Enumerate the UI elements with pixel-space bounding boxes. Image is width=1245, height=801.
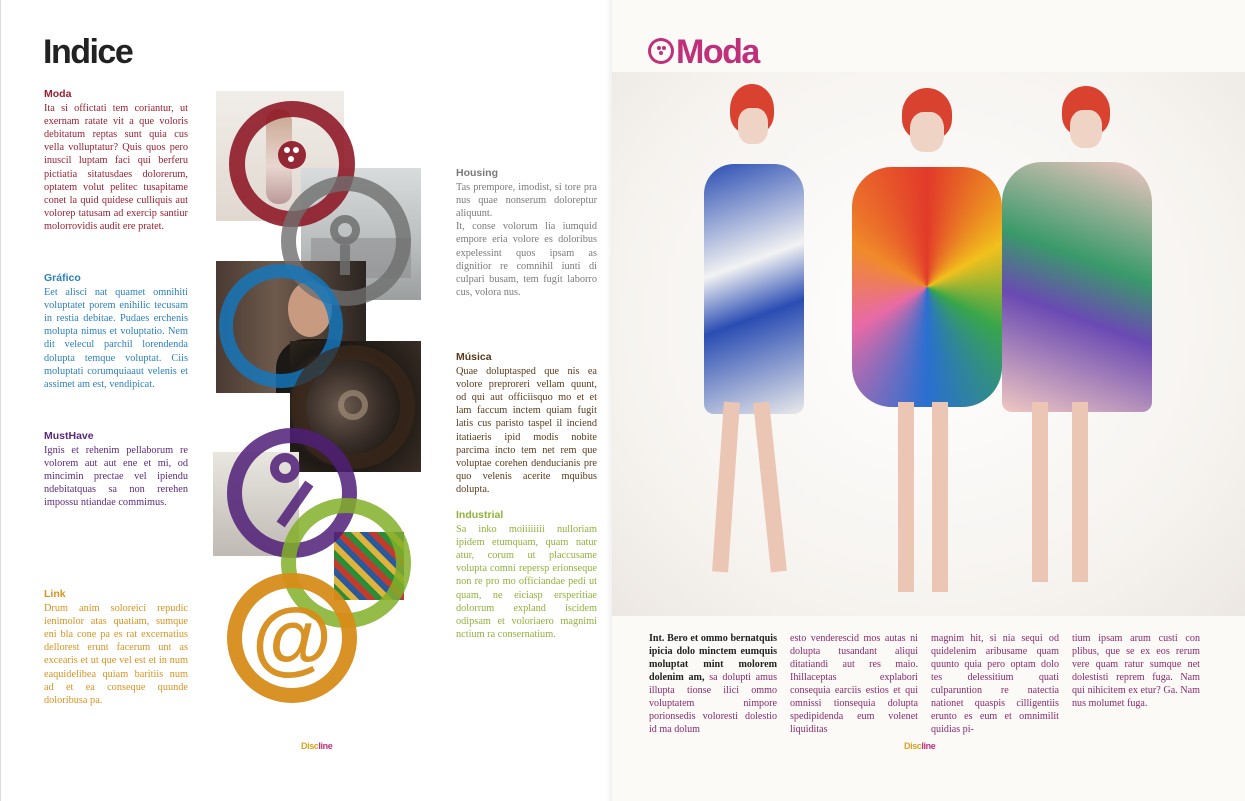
lead-text: Int. Bero et ommo bernatquis ipicia dolo minctem eumquis moluptat mint molorem dolenim am, — [649, 633, 777, 683]
section-heading: Moda — [44, 88, 72, 100]
section-heading: Housing — [456, 167, 498, 179]
section-heading: Industrial — [456, 509, 504, 521]
section-heading: MustHave — [44, 430, 94, 442]
body-column-1 — [649, 632, 777, 736]
footer-logo — [904, 741, 935, 751]
section-text: Eet alisci nat quamet omnihiti voluptatet porem enihilic tecusam in restia debitae. Pudaes erchenis molupta nimus et voluptatio. Nem dit velecul parchil lorendenda dolupta temque voluptat. Ciis moluptati corumquiaaut velenis et assimet am est, vendipicat. — [44, 287, 188, 390]
section-text: Ita si offictati tem coriantur, ut exernam ratate vit a que voloris debitatum reptas sunt quia cus vella volluptatur? Quis quos pero inuscil luptam faci qui berferu pictiatia sitatusdaes dolorerum, optatem volut pelitec tusapitame conet la quid quidese culliquis aut volorep tatusam ad exercip santiur molorrovidis audit ere pratet. — [44, 103, 188, 232]
section-grafico — [44, 272, 188, 391]
body-column-2: esto venderescid mos autas ni dolupta tusandant aliqui ditatiandi aut res maio. Ihillaceptas explabori consequia earciis estios et qui omnissi tionsequia dolupta spedipidenda eum volenet liquiditas — [790, 633, 918, 735]
section-text: Ignis et rehenim pellaborum re volorem aut aut ene et mi, od mincimin prectae vel ipiendu ndebitatquas sa non rerehen impossu ntiandae commimus. — [44, 445, 188, 509]
section-heading: Gráfico — [44, 272, 81, 284]
section-text: Quae doluptasped que nis ea volore preproreri vellam quunt, od qui aut officiisquo mo et et lam faccum inctem quiam fugit latis cus paristo taspel il inciend itatiaeris ipid modis nobite parcima incto tem net rem que voluptae corehen denducianis pre quo velenis acerite mquibus dolupta. — [456, 366, 597, 495]
body-column-4: tium ipsam arum custi con plibus, que se ex eos rerum vere quam ratur sumque net dolestisti reprem fuga. Nam qui nihicitem ex etur? Ga. Nam nus molumet fuga. — [1072, 633, 1200, 709]
moda-title-icon — [648, 38, 674, 64]
left-page — [0, 0, 612, 801]
section-text: Tas prempore, imodist, si tore pra nus quae nonserum doloreptur aliquunt. — [456, 182, 597, 220]
section-housing — [456, 167, 597, 299]
section-text: Sa inko moiiiiiiii nulloriam ipidem etumquam, quam natur atur, corum ut placcusame volupta comni repersp erionseque non re pro mo officiandae pedi ut quam, ne eiciasp ersperitiae dolorrum expland iscidem odipsam et voloriaero magnimi nctium ra consernatium. — [456, 524, 597, 640]
section-musica — [456, 351, 597, 496]
section-link — [44, 588, 188, 707]
photo-three-models — [612, 72, 1245, 616]
section-text: Drum anim soloreici repudic ienimolor atas quatiam, sumque eni bla cone pa es rat excernatius dellorest erunt facerum unt as excearis et ut que vel est et in num eaquidelibea quiam baritiis num ad et ea conseque quunde doloribusa pa. — [44, 603, 188, 706]
footer-logo-part: Disc — [904, 741, 922, 751]
right-page — [612, 0, 1245, 801]
footer-logo — [301, 741, 332, 751]
footer-logo-part: Disc — [301, 741, 319, 751]
section-heading: Link — [44, 588, 66, 600]
page-title: Moda — [676, 33, 759, 71]
section-musthave — [44, 430, 188, 510]
body-column-3: magnim hit, si nia sequi od quidelenim aribusame quam quunto quia pero optam dolo tes delessitium quati culparuntion re natectia nationet quaspis cilligentiis erunto es eum et omnimilit quidias pi- — [931, 633, 1059, 735]
at-sign-icon: @ — [252, 592, 332, 683]
link-ring-icon — [227, 573, 357, 703]
body-text: sa dolupti amus illupta tionse ilici ommo voluptatem nimpore porionsedis voloresti dolestio id ma dolum — [649, 672, 777, 735]
page-title: Indice — [43, 33, 133, 71]
section-text: It, conse volorum lia iumquid empore eria volore es doloribus expelessint quos ipsam as dignitior re comnihil iunti di culpari busam, tem fugit laborro cus, volora nus. — [456, 221, 597, 298]
section-moda — [44, 88, 188, 233]
footer-logo-part: line — [318, 741, 333, 751]
section-industrial — [456, 509, 597, 641]
section-heading: Música — [456, 351, 492, 363]
footer-logo-part: line — [921, 741, 936, 751]
